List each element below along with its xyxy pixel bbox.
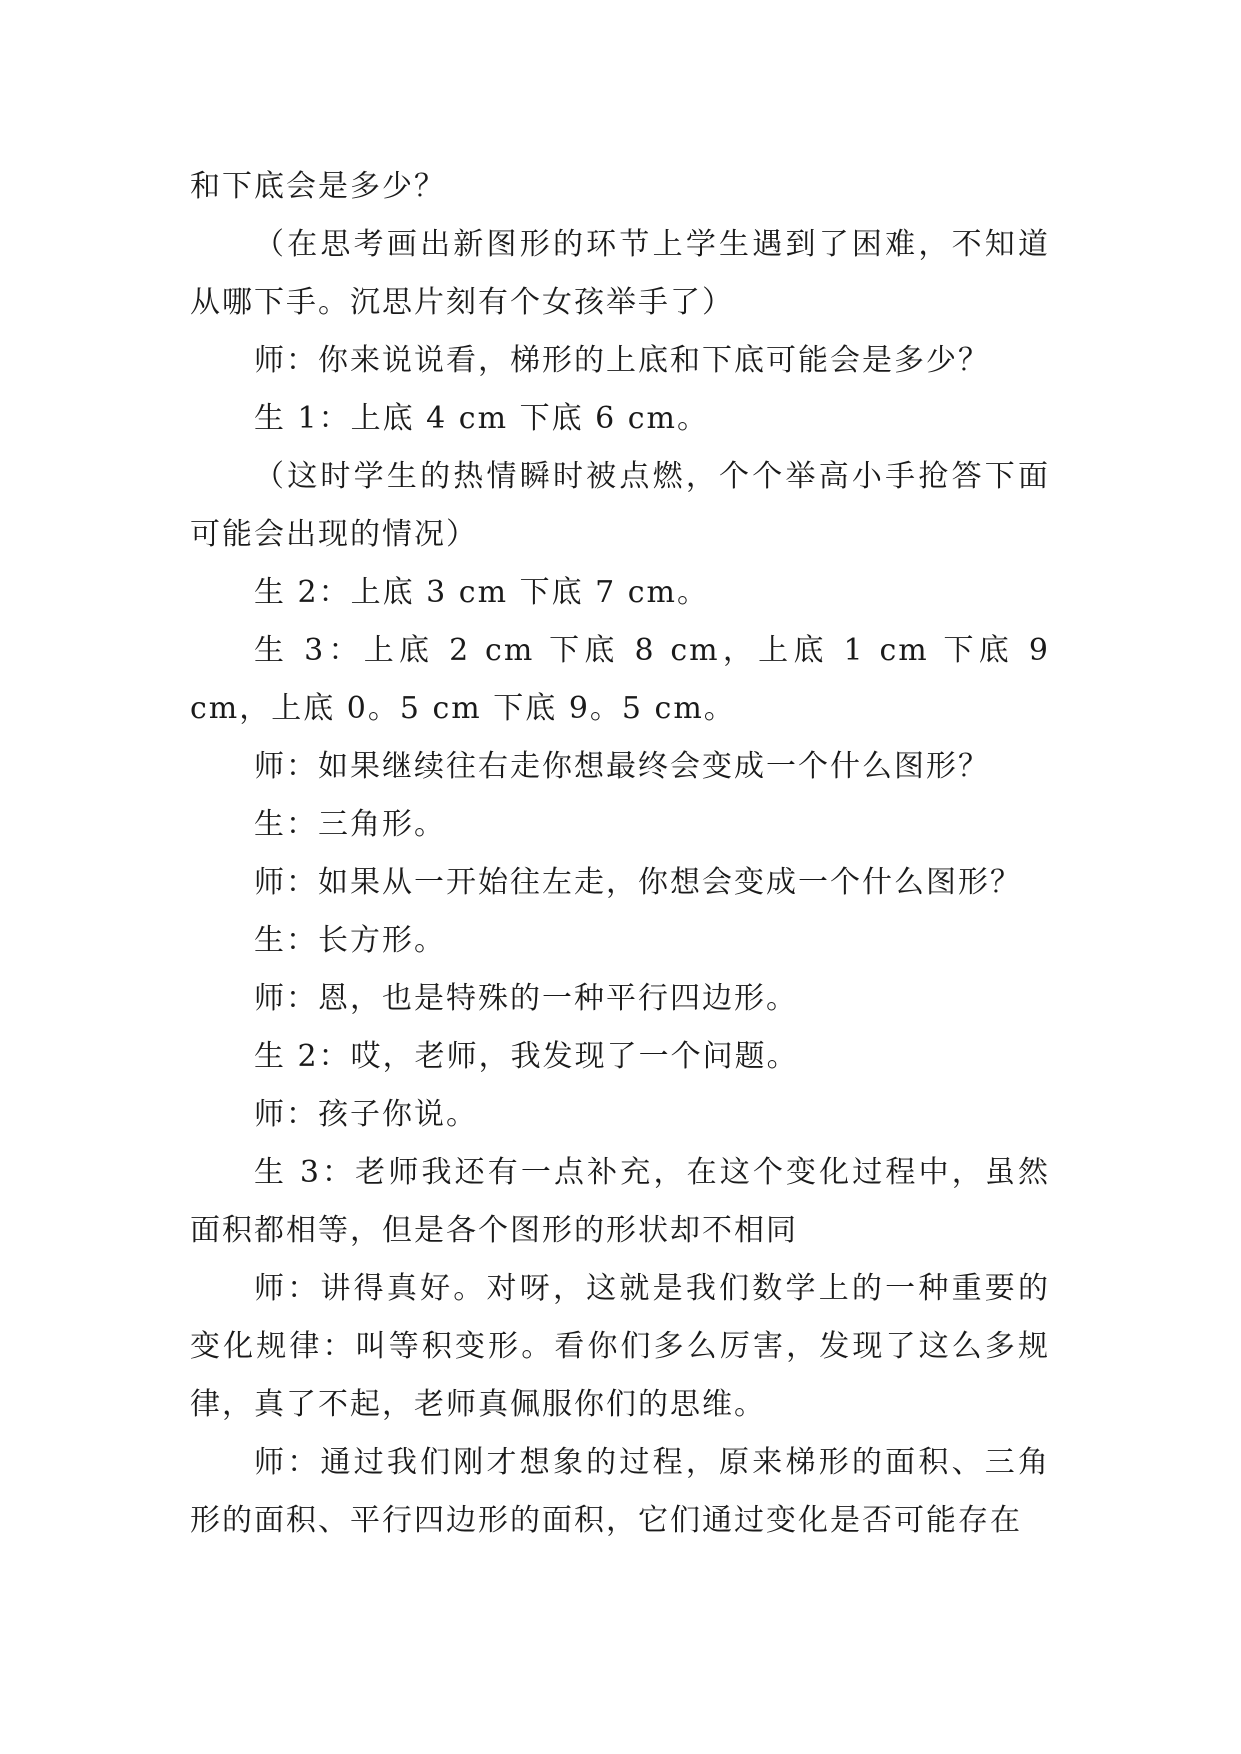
document-body xyxy=(190,158,1050,1550)
paragraph: 师：讲得真好。对呀，这就是我们数学上的一种重要的变化规律：叫等积变形。看你们多么厉害，发现了这么多规律，真了不起，老师真佩服你们的思维。 xyxy=(190,1271,1050,1422)
paragraph: 师：恩，也是特殊的一种平行四边形。 xyxy=(254,981,798,1016)
paragraph: 师：如果从一开始往左走，你想会变成一个什么图形？ xyxy=(254,865,1022,900)
paragraph: 生 3：上底 2 cm 下底 8 cm，上底 1 cm 下底 9 cm，上底 0。5 cm 下底 9。5 cm。 xyxy=(190,633,1050,726)
paragraph: 师：如果继续往右走你想最终会变成一个什么图形？ xyxy=(254,749,990,784)
paragraph: 和下底会是多少？ xyxy=(190,169,446,204)
paragraph: 师：孩子你说。 xyxy=(254,1097,478,1132)
paragraph: 生 1：上底 4 cm 下底 6 cm。 xyxy=(254,401,709,436)
paragraph: （这时学生的热情瞬时被点燃，个个举高小手抢答下面可能会出现的情况） xyxy=(190,459,1050,552)
paragraph: 师：你来说说看，梯形的上底和下底可能会是多少？ xyxy=(254,343,990,378)
paragraph: 生 2：哎，老师，我发现了一个问题。 xyxy=(254,1039,799,1074)
paragraph: （在思考画出新图形的环节上学生遇到了困难，不知道从哪下手。沉思片刻有个女孩举手了） xyxy=(190,227,1050,320)
paragraph: 师：通过我们刚才想象的过程，原来梯形的面积、三角形的面积、平行四边形的面积，它们通过变化是否可能存在 xyxy=(190,1445,1050,1538)
paragraph: 生 2：上底 3 cm 下底 7 cm。 xyxy=(254,575,709,610)
paragraph: 生：长方形。 xyxy=(254,923,446,958)
paragraph: 生：三角形。 xyxy=(254,807,446,842)
paragraph: 生 3：老师我还有一点补充，在这个变化过程中，虽然面积都相等，但是各个图形的形状却不相同 xyxy=(190,1155,1050,1248)
